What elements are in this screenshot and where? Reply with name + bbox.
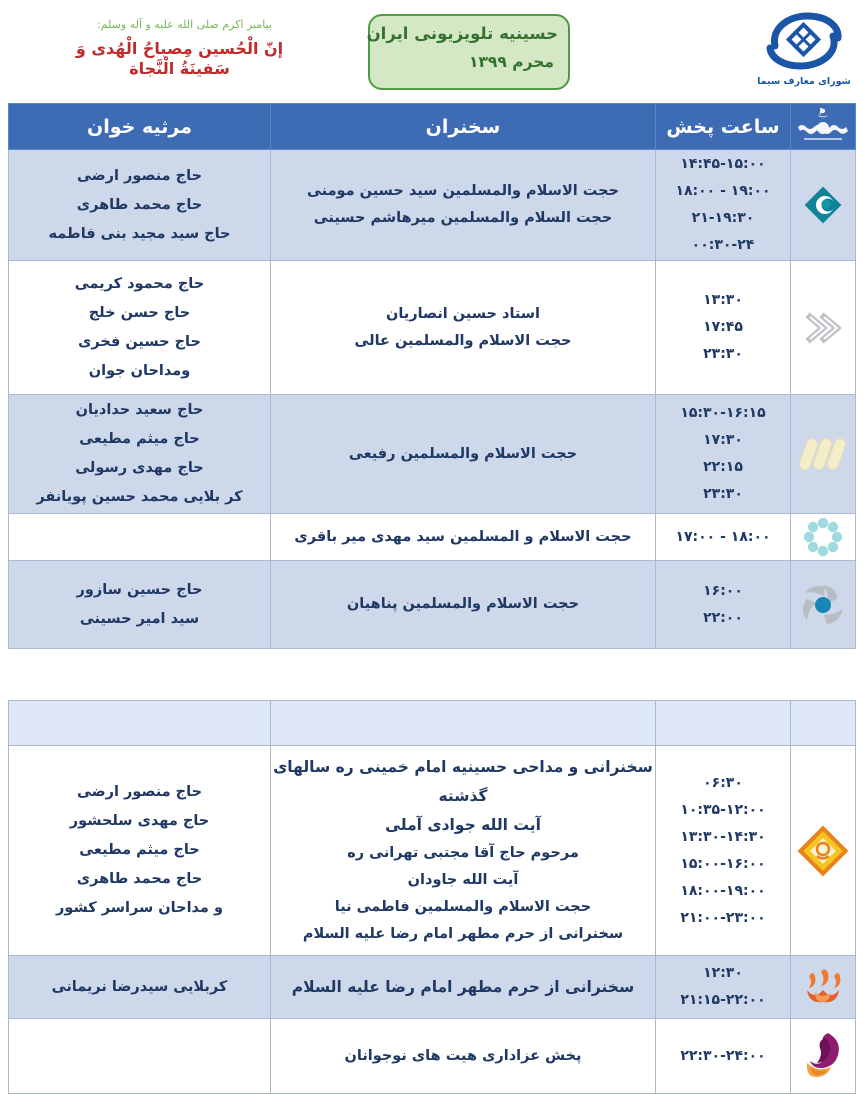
page-title: حسینیه تلویزیونی ایران xyxy=(366,24,558,43)
broadcast-times: ۱۲:۳۰ ۲۱:۱۵-۲۲:۰۰ xyxy=(656,956,791,1019)
reciters-list: حاج سعید حدادیان حاج میثم مطیعی حاج مهدی رسولی کر بلایی محمد حسین پویانفر xyxy=(9,395,271,514)
broadcast-times: ۰۶:۳۰ ۱۰:۳۵-۱۲:۰۰ ۱۳:۳۰-۱۴:۳۰ ۱۵:۰۰-۱۶:۰۰ ۱۸:۰۰-۱۹:۰۰ ۲۱:۰۰-۲۳:۰۰ xyxy=(656,746,791,956)
broadcast-times: ۱۵:۳۰-۱۶:۱۵ ۱۷:۳۰ ۲۲:۱۵ ۲۳:۳۰ xyxy=(656,395,791,514)
speakers-list: سخنرانی و مداحی حسینیه امام خمینی ره سالهای گذشته آیت الله جوادی آملی مرحوم حاج آقا مجتبی تهرانی ره آیت الله جاودان حجت الاسلام والمسلمین فاطمی نیا سخنرانی از حرم مطهر امام رضا علیه السلام xyxy=(271,746,656,956)
empty-header-cell xyxy=(656,701,791,746)
channel-logo-irib-quran-icon xyxy=(791,746,856,956)
channel-logo-irib-tv5-icon xyxy=(791,561,856,649)
hadith-line1: إنّ الْحُسین مِصباحُ الْهُدی وَ xyxy=(75,39,284,58)
table2-body xyxy=(9,746,856,1094)
channel-logo-irib-flames-network-icon xyxy=(791,956,856,1019)
speakers-list: سخنرانی از حرم مطهر امام رضا علیه السلام xyxy=(271,956,656,1019)
channel-logo-irib-tv4-icon xyxy=(791,514,856,561)
schedule-row-irib-tv5 xyxy=(9,561,856,649)
channel-logo-irib-omid-icon xyxy=(791,1019,856,1094)
schedule-table-secondary xyxy=(8,700,856,1094)
schedule-row-irib-flames-network xyxy=(9,956,856,1019)
empty-header-cell xyxy=(791,701,856,746)
page-subtitle: محرم ۱۳۹۹ xyxy=(468,53,554,71)
schedule-table-main xyxy=(8,103,856,649)
hadith-line2: سَفینَةُ الْنَّجاة xyxy=(129,59,230,78)
schedule-row-irib-tv2 xyxy=(9,261,856,395)
reciters-list xyxy=(9,514,271,561)
reciters-list: حاج منصور ارضی حاج محمد طاهری حاج سید مجید بنی فاطمه xyxy=(9,150,271,261)
column-header-reciter: مرثیه خوان xyxy=(9,104,271,150)
maaref-council-logo xyxy=(752,10,856,102)
maaref-swirl-icon xyxy=(761,57,847,76)
irib-logo-cell xyxy=(791,104,856,150)
channel-logo-irib-tv3-icon xyxy=(791,395,856,514)
speakers-list: پخش عزاداری هیت های نوجوانان xyxy=(271,1019,656,1094)
maaref-logo-caption: شورای معارف سیما xyxy=(757,76,851,87)
broadcast-times: ۲۲:۳۰-۲۴:۰۰ xyxy=(656,1019,791,1094)
reciters-list: حاج حسین سازور سید امیر حسینی xyxy=(9,561,271,649)
column-header-time: ساعت پخش xyxy=(656,104,791,150)
reciters-list: حاج منصور ارضی حاج مهدی سلحشور حاج میثم مطیعی حاج محمد طاهری و مداحان سراسر کشور xyxy=(9,746,271,956)
speakers-list: حجت الاسلام والمسلمین سید حسین مومنی حجت السلام والمسلمین میرهاشم حسینی xyxy=(271,150,656,261)
table1-header-row xyxy=(9,104,856,150)
speakers-list: حجت الاسلام والمسلمین پناهیان xyxy=(271,561,656,649)
empty-header-cell xyxy=(9,701,271,746)
channel-logo-irib-tv2-icon xyxy=(791,261,856,395)
broadcast-times: ۱۳:۳۰ ۱۷:۴۵ ۲۳:۳۰ xyxy=(656,261,791,395)
reciters-list: کربلایی سیدرضا نریمانی xyxy=(9,956,271,1019)
table2-header-row xyxy=(9,701,856,746)
page-header xyxy=(0,0,863,103)
schedule-row-irib-quran xyxy=(9,746,856,956)
schedule-row-irib-tv4 xyxy=(9,514,856,561)
schedule-row-irib-tv3 xyxy=(9,395,856,514)
reciters-list xyxy=(9,1019,271,1094)
column-header-speaker: سخنران xyxy=(271,104,656,150)
hadith-source-text: پیامبر اکرم صلی الله علیه و آله وسلم: xyxy=(97,18,272,31)
empty-header-cell xyxy=(271,701,656,746)
speakers-list: حجت الاسلام والمسلمین رفیعی xyxy=(271,395,656,514)
irib-emblem-icon xyxy=(796,126,850,148)
broadcast-times: ۱۴:۴۵-۱۵:۰۰ ۱۸:۰۰ - ۱۹:۰۰ ۲۱-۱۹:۳۰ ۰۰:۳۰-۲۴ xyxy=(656,150,791,261)
title-box xyxy=(368,14,570,90)
hadith-block xyxy=(22,18,337,78)
schedule-row-irib-omid xyxy=(9,1019,856,1094)
schedule-row-irib-tv1 xyxy=(9,150,856,261)
broadcast-times: ۱۶:۰۰ ۲۲:۰۰ xyxy=(656,561,791,649)
broadcast-times: ۱۷:۰۰ - ۱۸:۰۰ xyxy=(656,514,791,561)
speakers-list: حجت الاسلام و المسلمین سید مهدی میر باقری xyxy=(271,514,656,561)
table1-body xyxy=(9,150,856,649)
channel-logo-irib-tv1-icon xyxy=(791,150,856,261)
speakers-list: استاد حسین انصاریان حجت الاسلام والمسلمین عالی xyxy=(271,261,656,395)
reciters-list: حاج محمود کریمی حاج حسن خلج حاج حسین فخری ومداحان جوان xyxy=(9,261,271,395)
